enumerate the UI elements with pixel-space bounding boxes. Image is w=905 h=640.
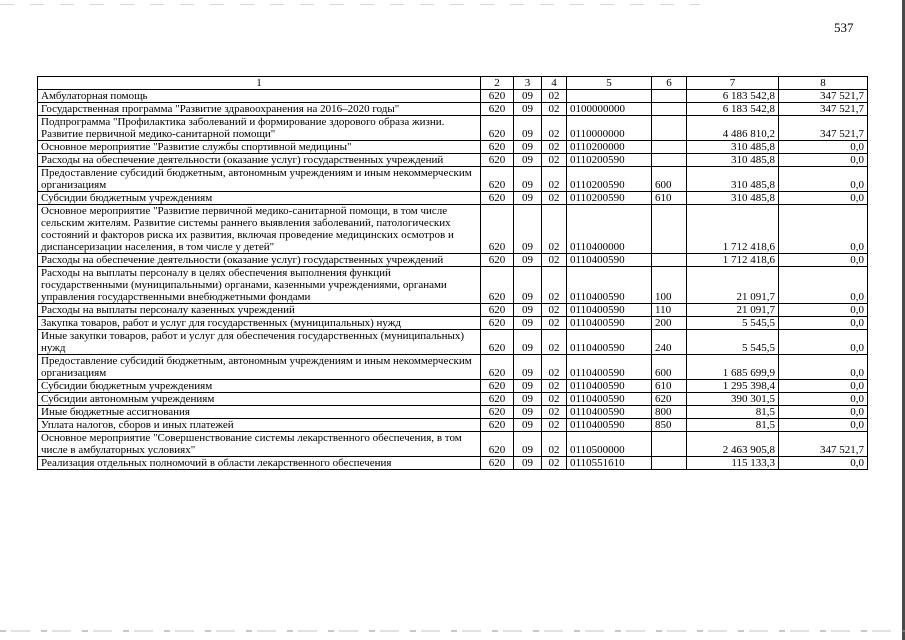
row-subsection: 02 (542, 103, 567, 116)
row-expense-type: 200 (652, 317, 687, 330)
row-amount-total: 81,5 (687, 406, 779, 419)
row-ministry-code: 620 (481, 304, 514, 317)
row-ministry-code: 620 (481, 103, 514, 116)
row-subsection: 02 (542, 192, 567, 205)
row-name: Государственная программа "Развитие здравоохранения на 2016–2020 годы" (38, 103, 481, 116)
row-section: 09 (514, 116, 542, 141)
row-name: Субсидии бюджетным учреждениям (38, 380, 481, 393)
row-ministry-code: 620 (481, 355, 514, 380)
row-section: 09 (514, 267, 542, 304)
row-expense-type: 610 (652, 380, 687, 393)
row-expense-type (652, 154, 687, 167)
row-amount-total: 310 485,8 (687, 167, 779, 192)
row-amount-total: 6 183 542,8 (687, 90, 779, 103)
table-row (38, 90, 868, 103)
row-subsection: 02 (542, 90, 567, 103)
row-expense-type (652, 432, 687, 457)
row-section: 09 (514, 254, 542, 267)
row-section: 09 (514, 154, 542, 167)
header-col-2: 2 (481, 77, 514, 90)
row-amount-federal: 0,0 (779, 141, 868, 154)
row-target-article: 0110400590 (567, 267, 652, 304)
row-amount-total: 1 295 398,4 (687, 380, 779, 393)
table-row (38, 167, 868, 192)
row-ministry-code: 620 (481, 192, 514, 205)
row-expense-type (652, 90, 687, 103)
row-amount-federal: 0,0 (779, 393, 868, 406)
row-name: Иные закупки товаров, работ и услуг для обеспечения государственных (муниципальных) нужд (38, 330, 481, 355)
row-ministry-code: 620 (481, 90, 514, 103)
row-ministry-code: 620 (481, 167, 514, 192)
row-target-article: 0110400590 (567, 330, 652, 355)
row-subsection: 02 (542, 304, 567, 317)
row-expense-type: 100 (652, 267, 687, 304)
row-amount-federal: 347 521,7 (779, 432, 868, 457)
row-amount-total: 310 485,8 (687, 141, 779, 154)
row-ministry-code: 620 (481, 406, 514, 419)
row-amount-federal: 0,0 (779, 419, 868, 432)
row-subsection: 02 (542, 432, 567, 457)
row-amount-total: 21 091,7 (687, 267, 779, 304)
table-row (38, 103, 868, 116)
header-col-7: 7 (687, 77, 779, 90)
row-expense-type (652, 141, 687, 154)
row-name: Субсидии автономным учреждениям (38, 393, 481, 406)
row-name: Расходы на выплаты персоналу в целях обеспечения выполнения функций государственными (муниципальными) органами, казенными учреждениями, органами управления государственными внебюджетными фондами (38, 267, 481, 304)
row-name: Реализация отдельных полномочий в области лекарственного обеспечения (38, 457, 481, 470)
table-row (38, 154, 868, 167)
table-row (38, 267, 868, 304)
row-ministry-code: 620 (481, 317, 514, 330)
row-ministry-code: 620 (481, 116, 514, 141)
row-target-article: 0110000000 (567, 116, 652, 141)
row-ministry-code: 620 (481, 380, 514, 393)
row-name: Основное мероприятие "Развитие службы спортивной медицины" (38, 141, 481, 154)
row-target-article: 0110400590 (567, 254, 652, 267)
row-name: Иные бюджетные ассигнования (38, 406, 481, 419)
row-target-article: 0110400590 (567, 380, 652, 393)
row-amount-total: 21 091,7 (687, 304, 779, 317)
row-name: Субсидии бюджетным учреждениям (38, 192, 481, 205)
row-subsection: 02 (542, 330, 567, 355)
row-expense-type: 600 (652, 167, 687, 192)
row-amount-total: 81,5 (687, 419, 779, 432)
row-subsection: 02 (542, 141, 567, 154)
row-ministry-code: 620 (481, 330, 514, 355)
row-expense-type: 240 (652, 330, 687, 355)
table-row (38, 304, 868, 317)
row-section: 09 (514, 457, 542, 470)
table-header-row (38, 77, 868, 90)
table-row (38, 192, 868, 205)
row-amount-total: 310 485,8 (687, 154, 779, 167)
row-target-article: 0110400590 (567, 393, 652, 406)
table-row (38, 141, 868, 154)
row-name: Основное мероприятие "Совершенствование системы лекарственного обеспечения, в том числе в амбулаторных условиях" (38, 432, 481, 457)
row-subsection: 02 (542, 317, 567, 330)
row-amount-federal: 347 521,7 (779, 116, 868, 141)
row-section: 09 (514, 406, 542, 419)
row-amount-total: 4 486 810,2 (687, 116, 779, 141)
row-target-article: 0110200590 (567, 192, 652, 205)
row-amount-total: 6 183 542,8 (687, 103, 779, 116)
header-col-8: 8 (779, 77, 868, 90)
header-col-5: 5 (567, 77, 652, 90)
row-amount-federal: 0,0 (779, 330, 868, 355)
row-target-article: 0110200590 (567, 167, 652, 192)
row-expense-type (652, 103, 687, 116)
row-name: Предоставление субсидий бюджетным, автономным учреждениям и иным некоммерческим организациям (38, 355, 481, 380)
row-section: 09 (514, 380, 542, 393)
row-target-article: 0110400590 (567, 317, 652, 330)
row-target-article: 0110200000 (567, 141, 652, 154)
row-name: Уплата налогов, сборов и иных платежей (38, 419, 481, 432)
row-target-article: 0110400590 (567, 406, 652, 419)
row-expense-type: 850 (652, 419, 687, 432)
row-amount-federal: 347 521,7 (779, 90, 868, 103)
header-col-3: 3 (514, 77, 542, 90)
row-target-article: 0110400590 (567, 304, 652, 317)
row-expense-type (652, 205, 687, 254)
row-section: 09 (514, 167, 542, 192)
row-target-article: 0110400000 (567, 205, 652, 254)
row-section: 09 (514, 304, 542, 317)
row-section: 09 (514, 103, 542, 116)
row-amount-total: 2 463 905,8 (687, 432, 779, 457)
row-amount-total: 1 712 418,6 (687, 254, 779, 267)
row-amount-federal: 0,0 (779, 254, 868, 267)
row-subsection: 02 (542, 167, 567, 192)
row-name: Основное мероприятие "Развитие первичной медико-санитарной помощи, в том числе сельским жителям. Развитие системы раннего выявления заболеваний, патологических состояний и факторов риска их развития, включая проведение медицинских осмотров и диспансеризации населения, в том числе у детей" (38, 205, 481, 254)
row-ministry-code: 620 (481, 141, 514, 154)
row-subsection: 02 (542, 457, 567, 470)
row-target-article: 0110551610 (567, 457, 652, 470)
row-name: Расходы на обеспечение деятельности (оказание услуг) государственных учреждений (38, 254, 481, 267)
row-section: 09 (514, 393, 542, 406)
row-ministry-code: 620 (481, 419, 514, 432)
table-row (38, 406, 868, 419)
row-amount-federal: 0,0 (779, 380, 868, 393)
row-expense-type: 110 (652, 304, 687, 317)
row-subsection: 02 (542, 355, 567, 380)
row-subsection: 02 (542, 254, 567, 267)
row-subsection: 02 (542, 419, 567, 432)
table-row (38, 457, 868, 470)
table-row (38, 317, 868, 330)
row-section: 09 (514, 419, 542, 432)
row-ministry-code: 620 (481, 393, 514, 406)
row-ministry-code: 620 (481, 267, 514, 304)
row-subsection: 02 (542, 154, 567, 167)
row-amount-federal: 0,0 (779, 355, 868, 380)
table-row (38, 205, 868, 254)
budget-table (37, 76, 868, 470)
row-section: 09 (514, 317, 542, 330)
row-name: Предоставление субсидий бюджетным, автономным учреждениям и иным некоммерческим организациям (38, 167, 481, 192)
table-row (38, 380, 868, 393)
row-expense-type: 600 (652, 355, 687, 380)
row-subsection: 02 (542, 267, 567, 304)
scan-artifact-top (0, 4, 700, 5)
row-expense-type: 620 (652, 393, 687, 406)
row-amount-federal: 0,0 (779, 205, 868, 254)
row-amount-federal: 0,0 (779, 457, 868, 470)
row-amount-total: 310 485,8 (687, 192, 779, 205)
scan-artifact-bottom (0, 630, 905, 632)
row-subsection: 02 (542, 406, 567, 419)
header-col-6: 6 (652, 77, 687, 90)
row-section: 09 (514, 192, 542, 205)
table-row (38, 432, 868, 457)
row-amount-federal: 347 521,7 (779, 103, 868, 116)
table-row (38, 419, 868, 432)
row-target-article: 0110400590 (567, 419, 652, 432)
header-col-4: 4 (542, 77, 567, 90)
row-target-article: 0110400590 (567, 355, 652, 380)
row-name: Расходы на обеспечение деятельности (оказание услуг) государственных учреждений (38, 154, 481, 167)
row-amount-federal: 0,0 (779, 154, 868, 167)
row-section: 09 (514, 205, 542, 254)
row-section: 09 (514, 330, 542, 355)
row-subsection: 02 (542, 393, 567, 406)
row-expense-type (652, 254, 687, 267)
table-row (38, 254, 868, 267)
row-section: 09 (514, 355, 542, 380)
table-row (38, 355, 868, 380)
row-ministry-code: 620 (481, 154, 514, 167)
header-col-1: 1 (38, 77, 481, 90)
row-target-article: 0100000000 (567, 103, 652, 116)
row-section: 09 (514, 141, 542, 154)
row-name: Амбулаторная помощь (38, 90, 481, 103)
row-amount-total: 5 545,5 (687, 330, 779, 355)
row-name: Закупка товаров, работ и услуг для государственных (муниципальных) нужд (38, 317, 481, 330)
row-amount-total: 390 301,5 (687, 393, 779, 406)
page-number: 537 (834, 20, 854, 35)
row-expense-type: 800 (652, 406, 687, 419)
table-row (38, 393, 868, 406)
row-subsection: 02 (542, 116, 567, 141)
row-amount-federal: 0,0 (779, 317, 868, 330)
row-ministry-code: 620 (481, 205, 514, 254)
row-subsection: 02 (542, 380, 567, 393)
row-section: 09 (514, 90, 542, 103)
row-amount-total: 1 712 418,6 (687, 205, 779, 254)
row-amount-federal: 0,0 (779, 304, 868, 317)
row-expense-type (652, 116, 687, 141)
row-ministry-code: 620 (481, 457, 514, 470)
row-amount-total: 5 545,5 (687, 317, 779, 330)
row-amount-federal: 0,0 (779, 267, 868, 304)
row-target-article: 0110500000 (567, 432, 652, 457)
row-name: Подпрограмма "Профилактика заболеваний и формирование здорового образа жизни. Развитие первичной медико-санитарной помощи" (38, 116, 481, 141)
row-amount-federal: 0,0 (779, 192, 868, 205)
row-amount-federal: 0,0 (779, 406, 868, 419)
row-target-article (567, 90, 652, 103)
row-subsection: 02 (542, 205, 567, 254)
row-ministry-code: 620 (481, 432, 514, 457)
row-name: Расходы на выплаты персоналу казенных учреждений (38, 304, 481, 317)
row-expense-type (652, 457, 687, 470)
row-amount-federal: 0,0 (779, 167, 868, 192)
row-expense-type: 610 (652, 192, 687, 205)
table-row (38, 116, 868, 141)
row-target-article: 0110200590 (567, 154, 652, 167)
row-amount-total: 1 685 699,9 (687, 355, 779, 380)
row-amount-total: 115 133,3 (687, 457, 779, 470)
row-section: 09 (514, 432, 542, 457)
table-row (38, 330, 868, 355)
row-ministry-code: 620 (481, 254, 514, 267)
